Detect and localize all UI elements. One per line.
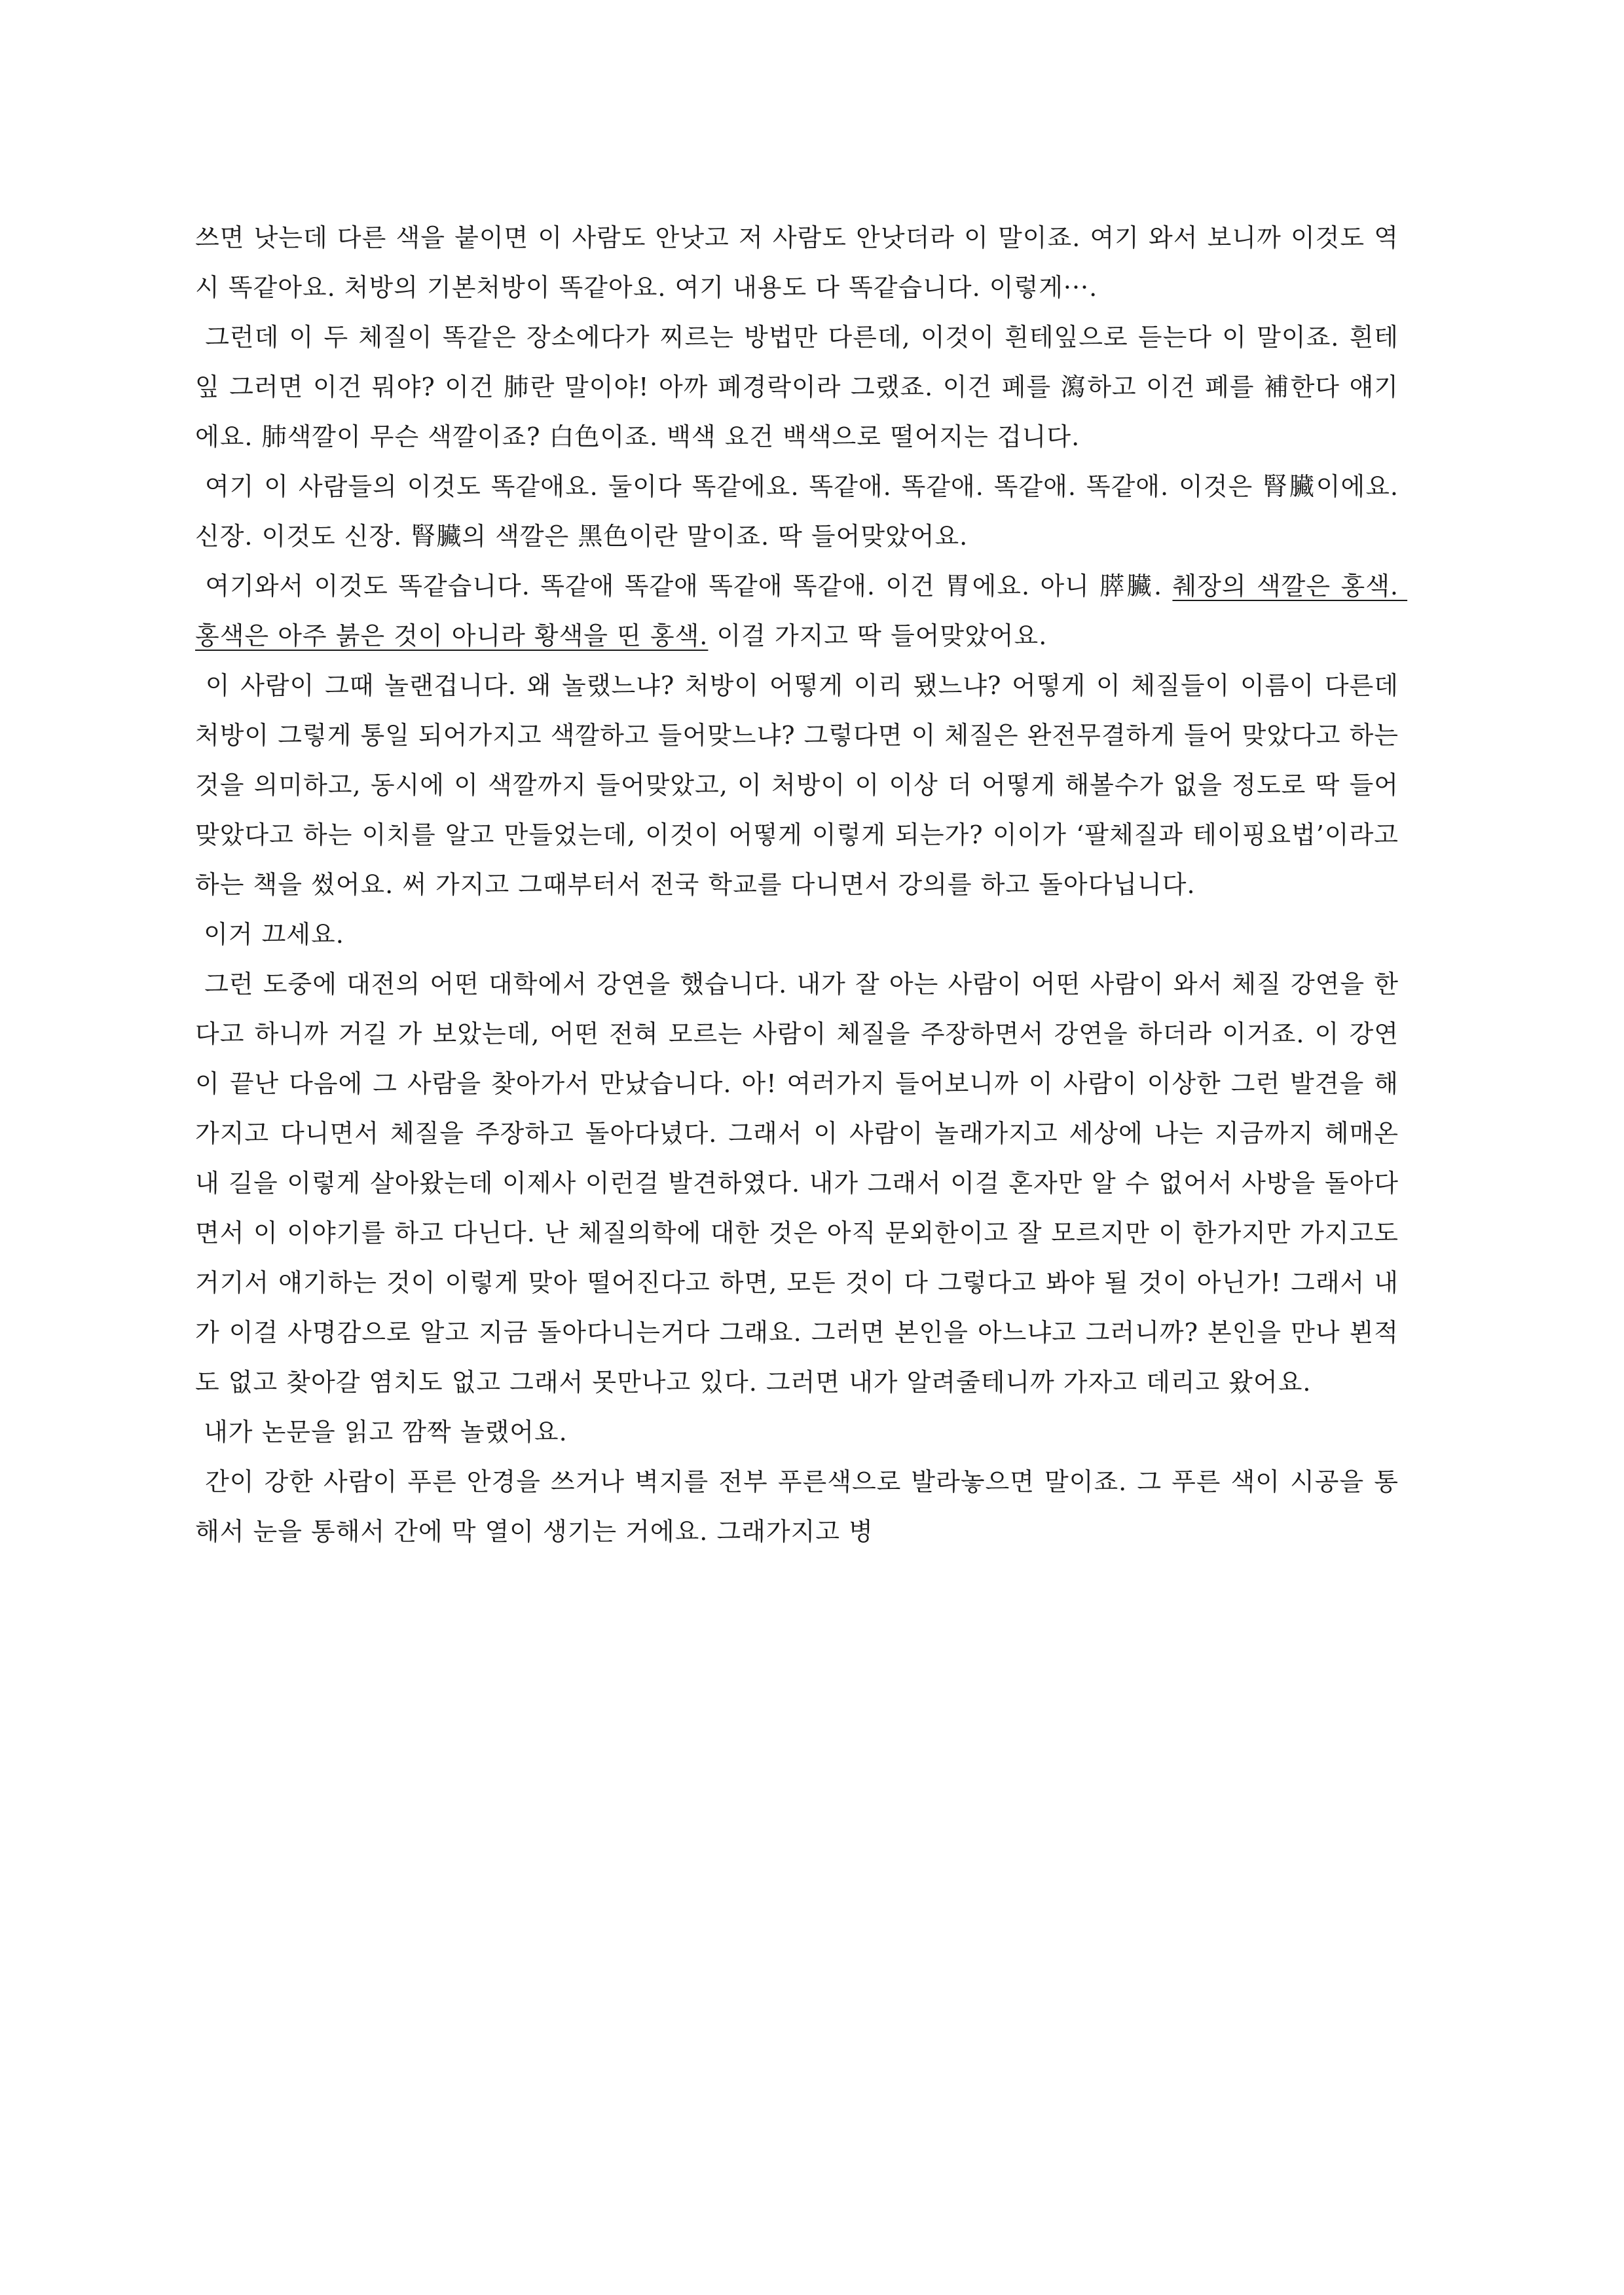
paragraph-6 <box>195 909 1399 959</box>
paragraph-5-text: 이 사람이 그때 놀랜겁니다. 왜 놀랬느냐? 처방이 어떻게 이리 됐느냐? 어떻게 이 체질들이 이름이 다른데 처방이 그렇게 통일 되어가지고 색깔하고 들어맞느냐? 그렇다면 이 체질은 완전무결하게 들어 맞았다고 하는것을 의미하고, 동시에 이 색깔까지 들어맞았고, 이 처방이 이 이상 더 어떻게 해볼수가 없을 정도로 딱 들어맞았다고 하는 이치를 알고 만들었는데, 이것이 어떻게 이렇게 되는가? 이이가 ‘팔체질과 테이핑요법’이라고 하는 책을 썼어요. 써 가지고 그때부터서 전국 학교를 다니면서 강의를 하고 돌아다닙니다. <box>195 671 1408 899</box>
paragraph-7 <box>195 959 1408 1407</box>
paragraph-4-text-before: 여기와서 이것도 똑같습니다. 똑같애 똑같애 똑같애 똑같애. 이건 胃에요. 아니 膵臟. <box>205 572 1173 600</box>
paragraph-5 <box>195 661 1408 909</box>
paragraph-6-text: 이거 끄세요. <box>204 920 344 949</box>
paragraph-7-text: 그런 도중에 대전의 어떤 대학에서 강연을 했습니다. 내가 잘 아는 사람이 어떤 사람이 와서 체질 강연을 한다고 하니까 거길 가 보았는데, 어떤 전혀 모르는 사람이 체질을 주장하면서 강연을 하더라 이거죠. 이 강연이 끝난 다음에 그 사람을 찾아가서 만났습니다. 아! 여러가지 들어보니까 이 사람이 이상한 그런 발견을 해가지고 다니면서 체질을 주장하고 돌아다녔다. 그래서 이 사람이 놀래가지고 세상에 나는 지금까지 헤매온 내 길을 이렇게 살아왔는데 이제사 이런걸 발견하였다. 내가 그래서 이걸 혼자만 알 수 없어서 사방을 돌아다면서 이 이야기를 하고 다닌다. 난 체질의학에 대한 것은 아직 문외한이고 잘 모르지만 이 한가지만 가지고도 거기서 얘기하는 것이 이렇게 맞아 떨어진다고 하면, 모든 것이 다 그렇다고 봐야 될 것이 아닌가! 그래서 내가 이걸 사명감으로 알고 지금 돌아다니는거다 그래요. 그러면 본인을 아느냐고 그러니까? 본인을 만나 뵌적도 없고 찾아갈 염치도 없고 그래서 못만나고 있다. 그러면 내가 알려줄테니까 가자고 데리고 왔어요. <box>195 970 1408 1397</box>
paragraph-4-text-after: 이걸 가지고 딱 들어맞았어요. <box>708 621 1048 650</box>
paragraph-4-underlined-text: 췌장의 색깔은 홍색. 홍색은 아주 붉은 것이 아니라 황색을 띤 홍색. <box>195 572 1408 650</box>
paragraph-8 <box>195 1407 1399 1457</box>
paragraph-2-text: 그런데 이 두 체질이 똑같은 장소에다가 찌르는 방법만 다른데, 이것이 흰테잎으로 듣는다 이 말이죠. 흰테잎 그러면 이건 뭐야? 이건 肺란 말이야! 아까 폐경락이라 그랬죠. 이건 폐를 瀉하고 이건 폐를 補한다 얘기에요. 肺색깔이 무슨 색깔이죠? 白色이죠. 백색 요건 백색으로 떨어지는 겁니다. <box>195 323 1399 451</box>
paragraph-8-text: 내가 논문을 읽고 깜짝 놀랬어요. <box>204 1418 568 1446</box>
document-page <box>195 213 1408 1556</box>
paragraph-3-text: 여기 이 사람들의 이것도 똑같애요. 둘이다 똑같에요. 똑같애. 똑같애. 똑같애. 똑같애. 이것은 腎臟이에요. 신장. 이것도 신장. 腎臟의 색깔은 黑色이란 말이죠. 딱 들어맞았어요. <box>195 472 1408 551</box>
paragraph-9-text: 간이 강한 사람이 푸른 안경을 쓰거나 벽지를 전부 푸른색으로 발라놓으면 말이죠. 그 푸른 색이 시공을 통해서 눈을 통해서 간에 막 열이 생기는 거에요. 그래가지고 병 <box>195 1467 1399 1546</box>
paragraph-9 <box>195 1457 1399 1556</box>
paragraph-1 <box>195 213 1399 312</box>
paragraph-2 <box>195 312 1399 462</box>
paragraph-1-text: 쓰면 낫는데 다른 색을 붙이면 이 사람도 안낫고 저 사람도 안낫더라 이 말이죠. 여기 와서 보니까 이것도 역시 똑같아요. 처방의 기본처방이 똑같아요. 여기 내용도 다 똑같습니다. 이렇게···. <box>195 223 1399 302</box>
paragraph-3 <box>195 462 1408 561</box>
paragraph-4 <box>195 561 1408 661</box>
